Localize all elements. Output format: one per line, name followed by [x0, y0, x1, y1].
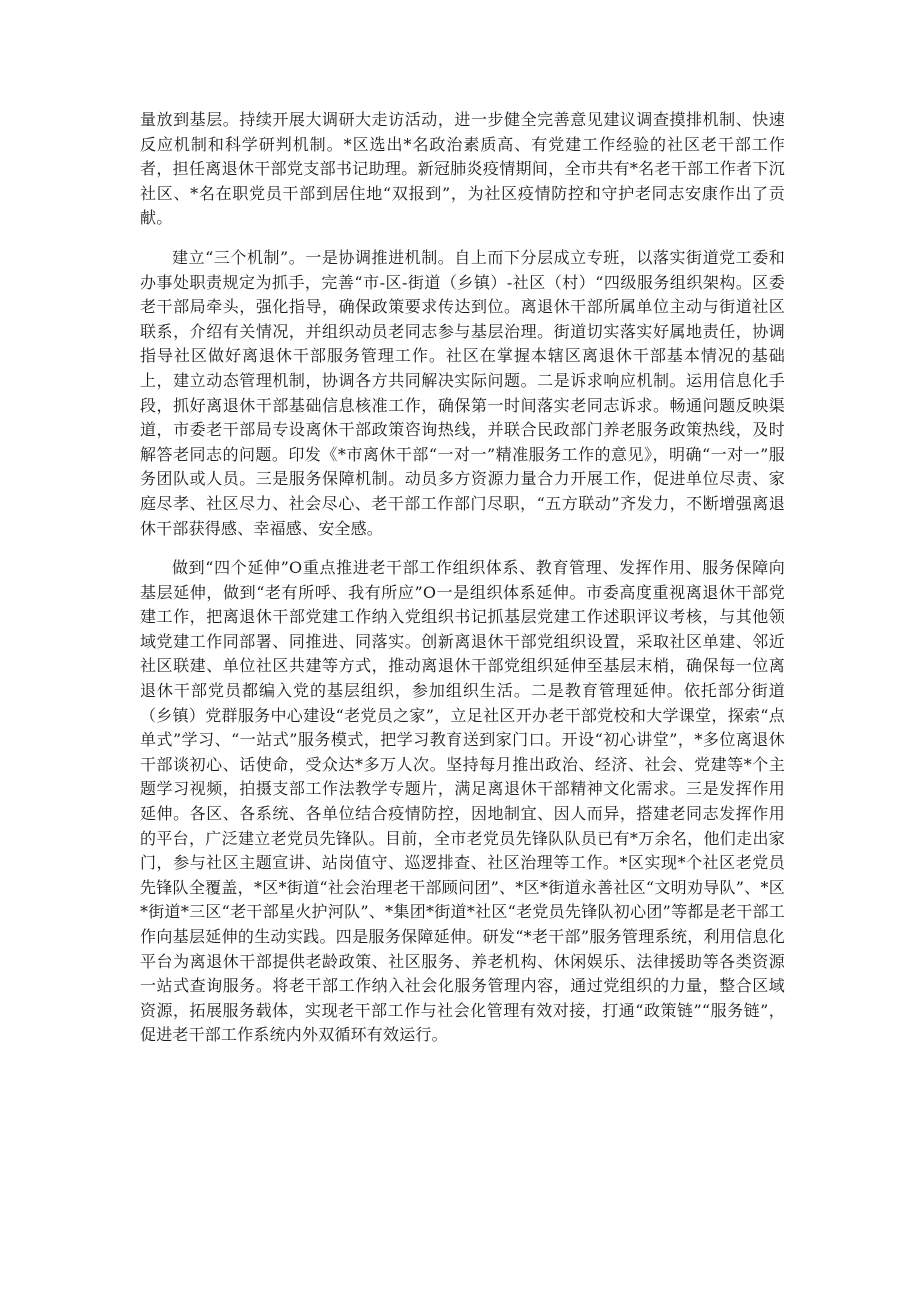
paragraph-continuation: 量放到基层。持续开展大调研大走访活动，进一步健全完善意见建议调查摸排机制、快速反应机制和科学研判机制。*区选出*名政治素质高、有党建工作经验的社区老干部工作者，担任离退休干部党支部书记助理。新冠肺炎疫情期间，全市共有*名老干部工作者下沉社区、*名在职党员干部到居住地“双报到”，为社区疫情防控和守护老同志安康作出了贡献。: [140, 110, 785, 228]
paragraph-three-mechanisms: 建立“三个机制”。一是协调推进机制。自上而下分层成立专班，以落实街道党工委和办事处职责规定为抓手，完善“市-区-街道（乡镇）-社区（村）“四级服务组织架构。区委老干部局牵头，强化指导，确保政策要求传达到位。离退休干部所属单位主动与街道社区联系，介绍有关情况，并组织动员老同志参与基层治理。街道切实落实好属地责任，协调指导社区做好离退休干部服务管理工作。社区在掌握本辖区离退休干部基本情况的基础上，建立动态管理机制，协调各方共同解决实际问题。二是诉求响应机制。运用信息化手段，抓好离退休干部基础信息核准工作，确保第一时间落实老同志诉求。畅通问题反映渠道，市委老干部局专设离休干部政策咨询热线，并联合民政部门养老服务政策热线，及时解答老同志的问题。印发《*市离休干部“一对一”精准服务工作的意见》，明确“一对一”服务团队或人员。三是服务保障机制。动员多方资源力量合力开展工作，促进单位尽责、家庭尽孝、社区尽力、社会尽心、老干部工作部门尽职，“五方联动”齐发力，不断增强离退休干部获得感、幸福感、安全感。: [140, 247, 785, 538]
document-page: [140, 108, 785, 1048]
paragraph-four-extensions: 做到“四个延伸”O重点推进老干部工作组织体系、教育管理、发挥作用、服务保障向基层延伸，做到“老有所呼、我有所应”O一是组织体系延伸。市委高度重视离退休干部党建工作，把离退休干部党建工作纳入党组织书记抓基层党建工作述职评议考核，与其他领域党建工作同部署、同推进、同落实。创新离退休干部党组织设置，采取社区单建、邻近社区联建、单位社区共建等方式，推动离退休干部党组织延伸至基层末梢，确保每一位离退休干部党员都编入党的基层组织，参加组织生活。二是教育管理延伸。依托部分街道（乡镇）党群服务中心建设“老党员之家”，立足社区开办老干部党校和大学课堂，探索“点单式”学习、“一站式”服务模式，把学习教育送到家门口。开设“初心讲堂”，*多位离退休干部谈初心、话使命，受众达*多万人次。坚持每月推出政治、经济、社会、党建等*个主题学习视频，拍摄支部工作法教学专题片，满足离退休干部精神文化需求。三是发挥作用延伸。各区、各系统、各单位结合疫情防控，因地制宜、因人而异，搭建老同志发挥作用的平台，广泛建立老党员先锋队。目前，全市老党员先锋队队员已有*万余名，他们走出家门，参与社区主题宣讲、站岗值守、巡逻排查、社区治理等工作。*区实现*个社区老党员先锋队全覆盖，*区*街道“社会治理老干部顾问团”、*区*街道永善社区“文明劝导队”、*区*街道*三区“老干部星火护河队”、*集团*街道*社区“老党员先锋队初心团”等都是老干部工作向基层延伸的生动实践。四是服务保障延伸。研发“*老干部”服务管理系统，利用信息化平台为离退休干部提供老龄政策、社区服务、养老机构、休闲娱乐、法律援助等各类资源一站式查询服务。将老干部工作纳入社会化服务管理内容，通过党组织的力量，整合区域资源，拓展服务载体，实现老干部工作与社会化管理有效对接，打通“政策链”“服务链”，促进老干部工作系统内外双循环有效运行。: [140, 558, 785, 1045]
